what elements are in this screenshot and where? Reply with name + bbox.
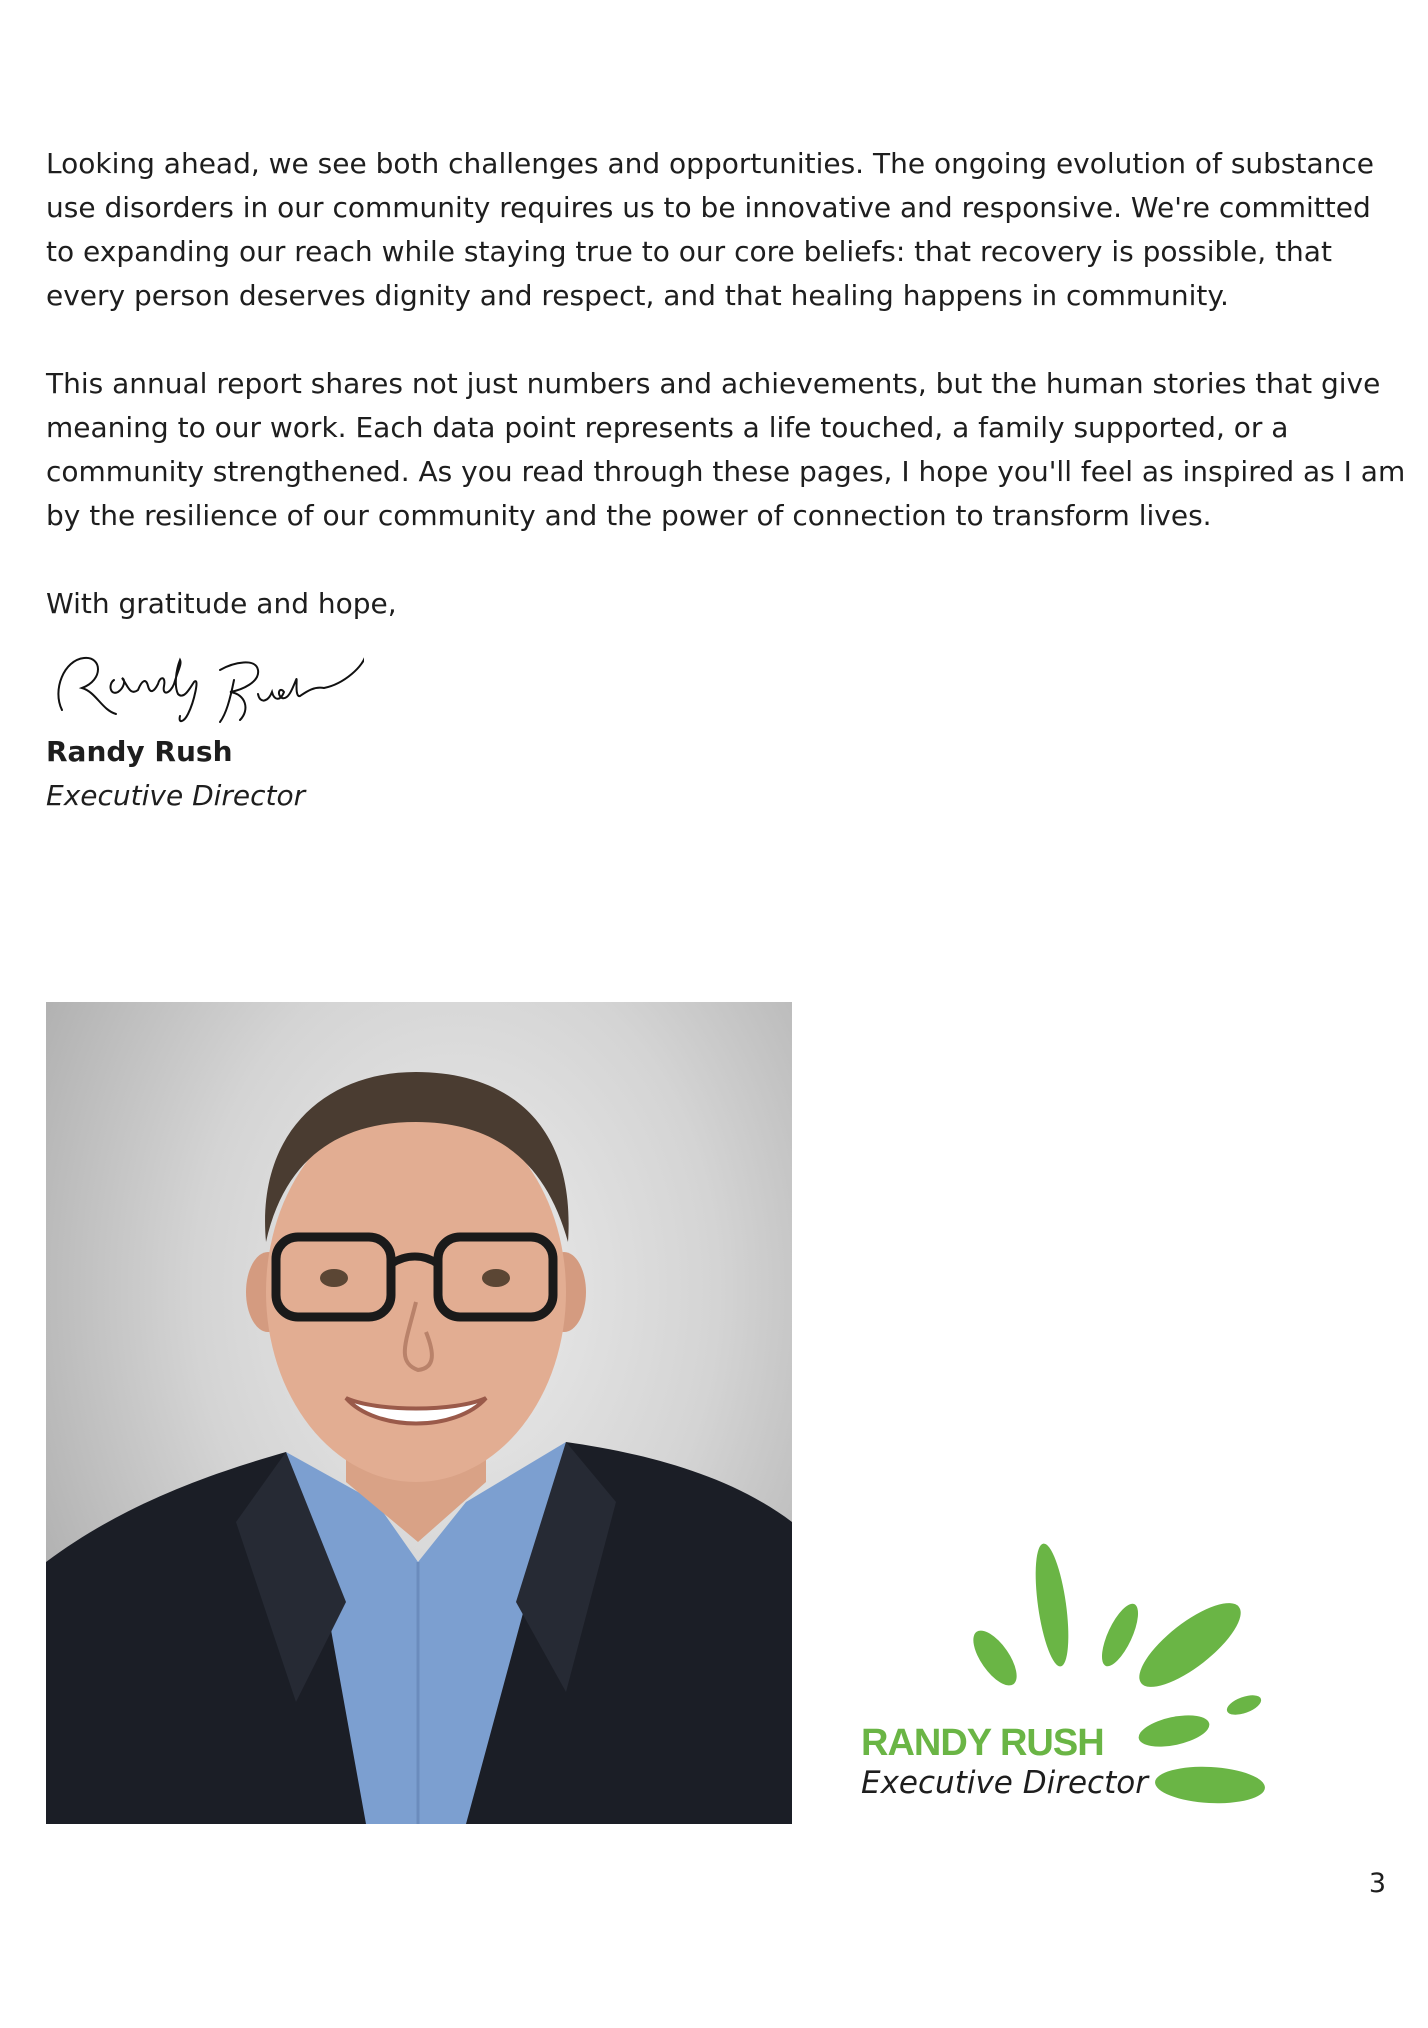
logo-title: Executive Director (861, 1765, 1148, 1801)
body-paragraph: Looking ahead, we see both challenges and opportunities. The ongoing evolution of substance use disorders in our community requires us to be innovative and responsive. We're committed to expanding our reach while staying true to our core beliefs: that recovery is possible, that every person deserves dignity and respect, and that healing happens in community. (46, 147, 1375, 312)
closing-line: With gratitude and hope, (46, 587, 397, 620)
page-number: 3 (1368, 1868, 1386, 1899)
logo-name: RANDY RUSH (861, 1722, 1104, 1764)
portrait-photo (46, 1002, 792, 1824)
body-paragraph: This annual report shares not just numbers and achievements, but the human stories that give meaning to our work. Each data point represents a life touched, a family supported, or a community strengthened. As you read through these pages, I hope you'll feel as inspired as I am by the resilience of our community and the power of connection to transform lives. (46, 367, 1406, 532)
signature (44, 640, 364, 740)
signer-title: Executive Director (46, 779, 306, 812)
signer-name: Randy Rush (46, 735, 233, 768)
